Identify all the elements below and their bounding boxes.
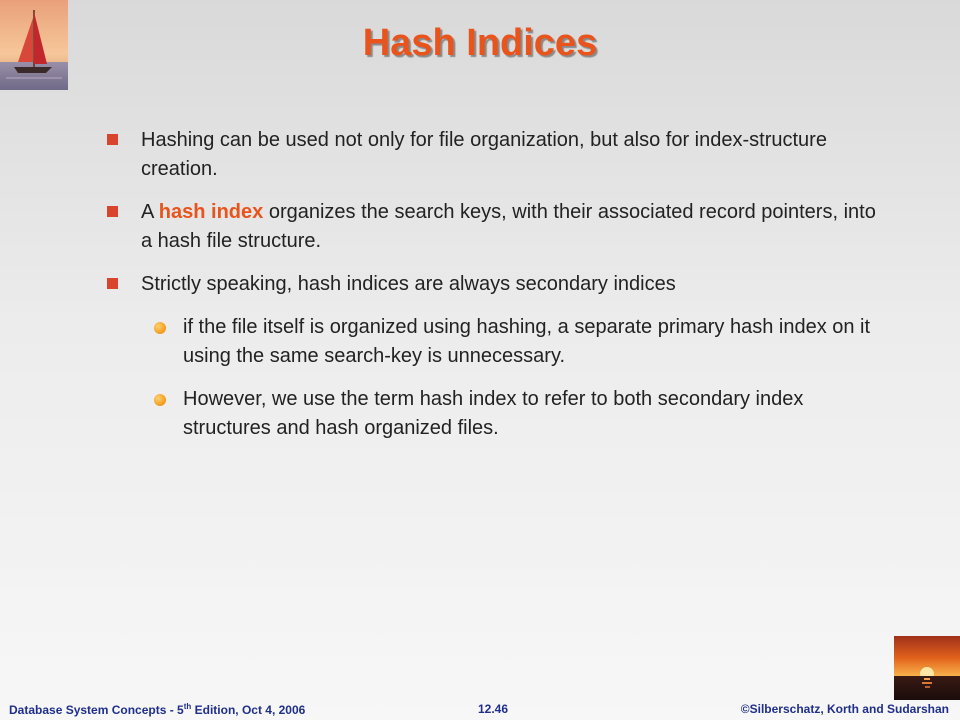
slide-footer xyxy=(0,700,960,720)
footer-edition-date: Edition, Oct 4, 2006 xyxy=(191,703,306,717)
bullet-list xyxy=(107,126,887,457)
sub-bullet-item xyxy=(107,313,887,371)
footer-page-number: 12.46 xyxy=(478,702,509,716)
footer-copyright: ©Silberschatz, Korth and Sudarshan xyxy=(740,702,949,716)
footer-book-info xyxy=(9,702,305,717)
bullet-item xyxy=(107,198,887,256)
bullet-item xyxy=(107,126,887,184)
footer-edition-superscript: th xyxy=(183,702,192,711)
slide-title: Hash Indices xyxy=(362,22,598,64)
sub-bullet-text: However, we use the term hash index to refer to both secondary index structures and hash organized files. xyxy=(183,388,804,439)
bullet-text: Strictly speaking, hash indices are always secondary indices xyxy=(141,273,676,295)
square-bullet-icon xyxy=(107,206,118,217)
sub-bullet-item xyxy=(107,385,887,443)
bullet-text-suffix: organizes the search keys, with their associated record pointers, into a hash file structure. xyxy=(141,201,876,252)
square-bullet-icon xyxy=(107,134,118,145)
round-bullet-icon xyxy=(154,322,166,334)
round-bullet-icon xyxy=(154,394,166,406)
sub-bullet-text: if the file itself is organized using hashing, a separate primary hash index on it using the same search-key is unnecessary. xyxy=(183,316,871,367)
bullet-item xyxy=(107,270,887,299)
bullet-text-prefix: A xyxy=(141,201,159,223)
square-bullet-icon xyxy=(107,278,118,289)
footer-book-title: Database System Concepts - 5 xyxy=(9,703,184,717)
sunset-logo-image xyxy=(894,636,960,700)
highlighted-term: hash index xyxy=(158,201,264,223)
bullet-text: Hashing can be used not only for file organization, but also for index-structure creation. xyxy=(141,129,827,180)
